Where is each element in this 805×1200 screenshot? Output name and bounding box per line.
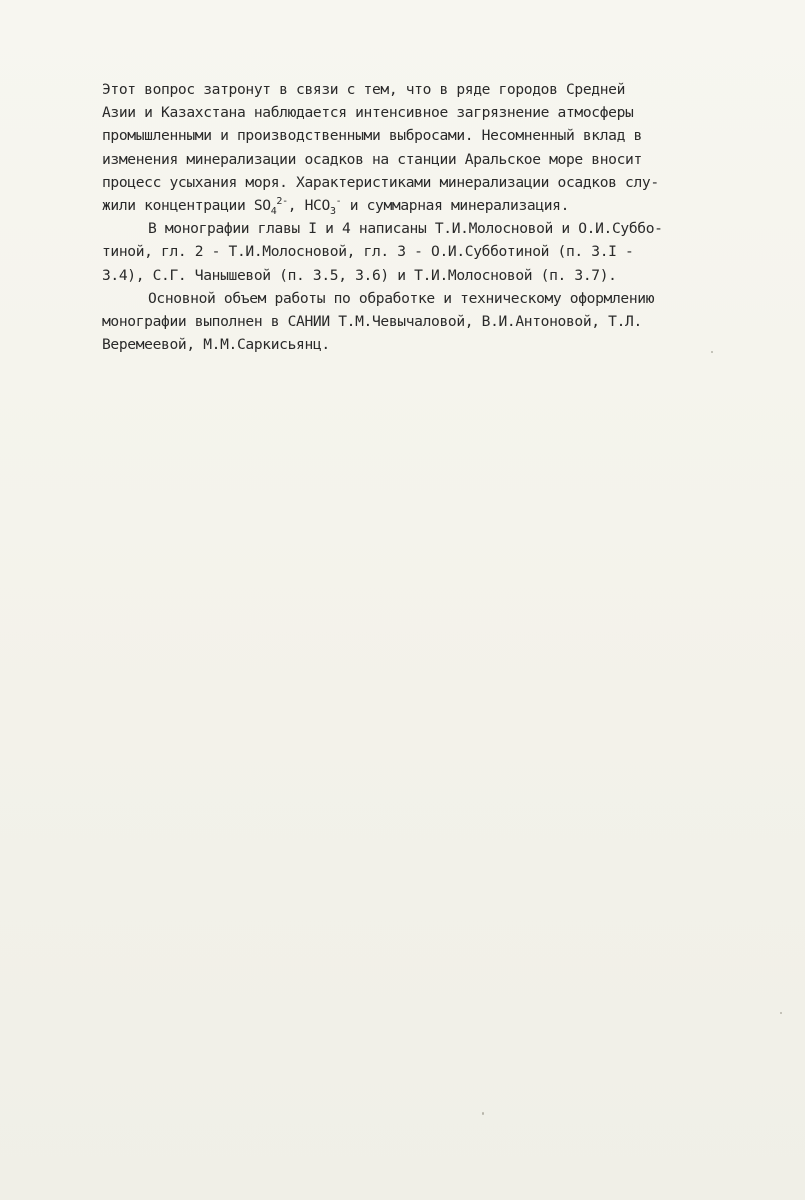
paragraph-3-line-2: монографии выполнен в САНИИ Т.М.Чевычаловой, В.И.Антоновой, Т.Л. <box>102 312 642 330</box>
line-6-after-text: и суммарная минерализация. <box>341 196 570 214</box>
paragraph-1-line-5: процесс усыхания моря. Характеристиками минерализации осадков слу- <box>102 173 659 191</box>
sulfate-subscript: 4 <box>270 205 277 217</box>
line-6-before-text: жили концентрации <box>102 196 254 214</box>
sulfate-superscript: 2- <box>276 196 288 208</box>
bicarbonate-superscript: - <box>335 196 342 208</box>
paragraph-3-line-3: Веремеевой, М.М.Саркисьянц. <box>102 336 330 354</box>
bicarbonate-formula <box>304 196 342 217</box>
paragraph-2-line-1: В монографии главы I и 4 написаны Т.И.Молосновой и О.И.Суббо- <box>148 220 663 238</box>
paragraph-3-line-1: Основной объем работы по обработке и техническому оформлению <box>148 289 655 307</box>
paragraph-1-line-4: изменения минерализации осадков на станции Аральское море вносит <box>102 150 642 168</box>
bicarbonate-base: HCO <box>304 196 330 214</box>
paragraph-2-line-2: тиной, гл. 2 - Т.И.Молосновой, гл. 3 - О.И.Субботиной (п. 3.I - <box>102 243 634 261</box>
paragraph-1-line-6 <box>102 194 742 217</box>
paper-speck <box>780 1012 782 1014</box>
paragraph-1-line-1: Этот вопрос затронут в связи с тем, что в ряде городов Средней <box>102 81 626 98</box>
paper-speck <box>711 351 713 353</box>
paragraph-1-line-2: Азии и Казахстана наблюдается интенсивное загрязнение атмосферы <box>102 104 634 122</box>
paragraph-2-line-3: 3.4), С.Г. Чанышевой (п. 3.5, 3.6) и Т.И.Молосновой (п. 3.7). <box>102 266 617 284</box>
paragraph-1-line-3: промышленными и производственными выбросами. Несомненный вклад в <box>102 127 642 145</box>
bicarbonate-subscript: 3 <box>329 205 336 217</box>
formula-separator: , <box>287 196 305 214</box>
sulfate-base: SO <box>253 196 271 214</box>
sulfate-formula <box>253 196 288 217</box>
paper-speck <box>482 1112 484 1115</box>
document-text <box>102 78 742 356</box>
